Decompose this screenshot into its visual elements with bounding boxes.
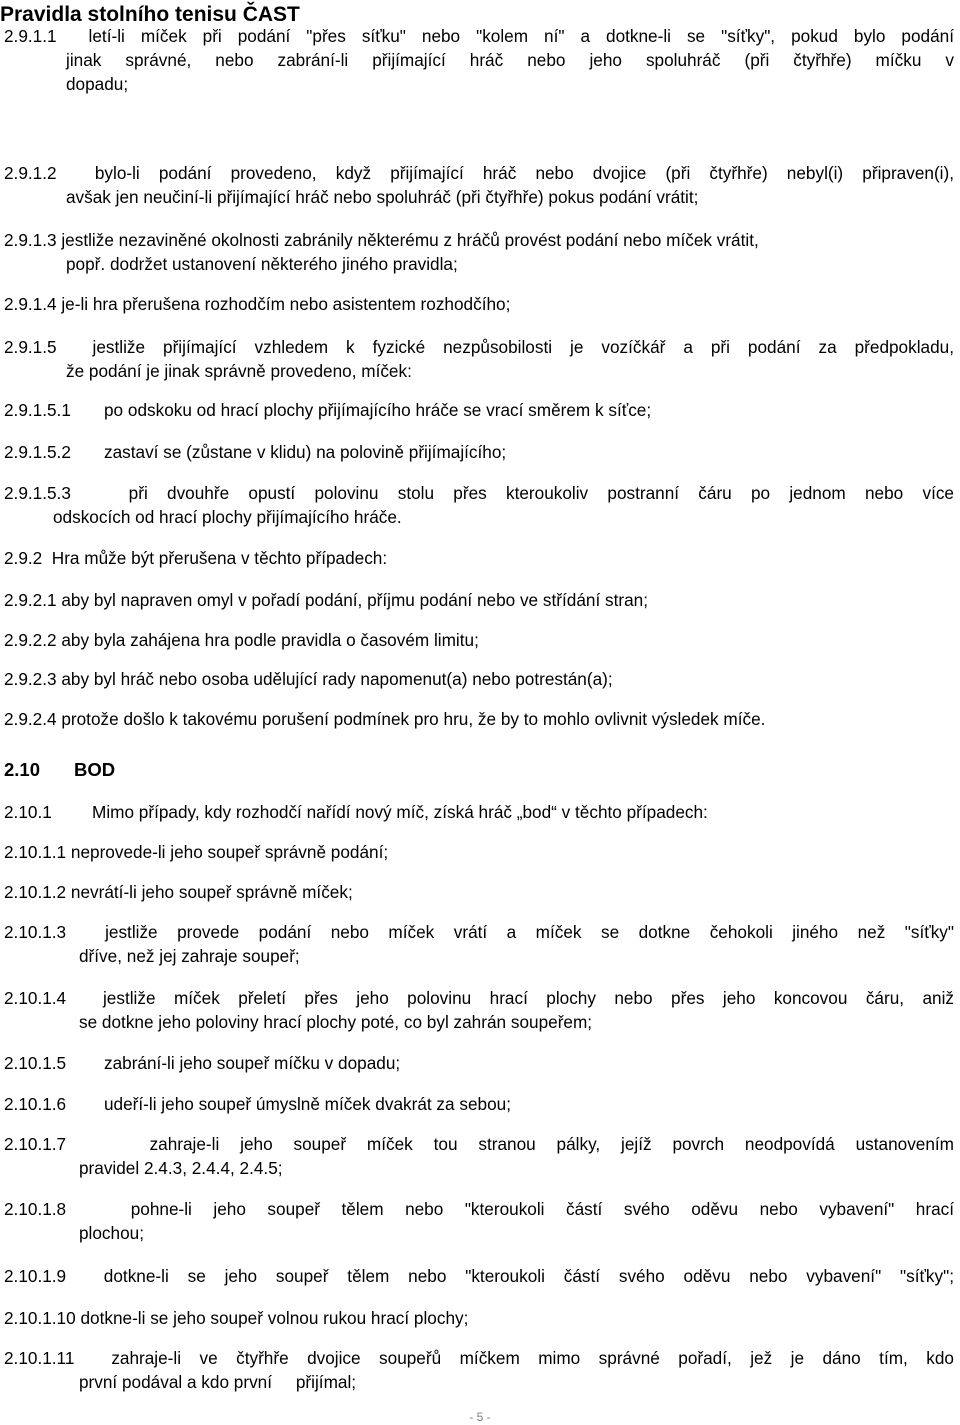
rule-item	[4, 920, 954, 968]
rule-item	[4, 1197, 954, 1245]
rule-text: zahraje-li jeho soupeř míček tou stranou pálky, jejíž povrch neodpovídá ustanovením	[149, 1134, 954, 1154]
rule-text: odskocích od hrací plochy přijímajícího hráče.	[53, 507, 402, 527]
rule-item	[4, 481, 954, 529]
rule-text: plochou;	[79, 1223, 144, 1243]
rule-text: aby byla zahájena hra podle pravidla o časovém limitu;	[61, 630, 479, 650]
rule-item	[4, 840, 954, 864]
rule-item	[4, 667, 954, 691]
rule-text: neprovede-li jeho soupeř správně podání;	[70, 842, 389, 862]
rule-item	[4, 398, 954, 422]
rule-number: 2.9.2.1	[4, 590, 57, 610]
rule-number: 2.9.2	[4, 548, 43, 568]
rule-number: 2.10.1.11	[4, 1348, 75, 1368]
rule-text: se dotkne jeho poloviny hrací plochy poté, co byl zahrán soupeřem;	[79, 1012, 593, 1032]
rule-text: aby byl hráč nebo osoba udělující rady napomenut(a) nebo potrestán(a);	[61, 669, 613, 689]
rule-item	[4, 440, 954, 464]
rule-text: aby byl napraven omyl v pořadí podání, příjmu podání nebo ve střídání stran;	[61, 590, 648, 610]
rule-item	[4, 628, 954, 652]
rule-number: 2.9.1.5.2	[4, 442, 71, 462]
rule-text: jestliže míček přeletí přes jeho polovinu hrací plochy nebo přes jeho koncovou čáru, aniž	[102, 988, 954, 1008]
rule-text: že podání je jinak správně provedeno, míček:	[66, 361, 412, 381]
rule-text: jinak správné, nebo zabrání-li přijímající hráč nebo jeho spoluhráč (při čtyřhře) míčku v	[66, 50, 954, 70]
rule-text: protože došlo k takovému porušení podmínek pro hru, že by to mohlo ovlivnit výsledek míče.	[61, 709, 766, 729]
rule-item	[4, 1264, 954, 1288]
rule-text: Hra může být přerušena v těchto případech:	[51, 548, 388, 568]
rule-text: nevrátí-li jeho soupeř správně míček;	[70, 882, 353, 902]
rule-text: pohne-li jeho soupeř tělem nebo "kteroukoli částí svého oděvu nebo vybavení" hrací	[130, 1199, 955, 1219]
rule-text: při dvouhře opustí polovinu stolu přes kteroukoliv postranní čáru po jednom nebo více	[128, 483, 954, 503]
rule-item	[4, 880, 954, 904]
rule-item	[4, 1092, 954, 1116]
rule-number: 2.10.1.9	[4, 1266, 67, 1286]
rule-text: jestliže přijímající vzhledem k fyzické nezpůsobilosti je vozíčkář a při podání za předpokladu,	[92, 337, 954, 357]
rule-item	[4, 707, 954, 731]
rule-item	[4, 588, 954, 612]
rule-text: jestliže nezaviněné okolnosti zabránily některému z hráčů provést podání nebo míček vrátit,	[61, 230, 759, 250]
section-number: 2.10	[4, 759, 41, 780]
rule-number: 2.9.2.3	[4, 669, 57, 689]
rule-number: 2.10.1.5	[4, 1053, 67, 1073]
rule-text: zahraje-li ve čtyřhře dvojice soupeřů míčkem mimo správné pořadí, jež je dáno tím, kdo	[111, 1348, 954, 1368]
rule-number: 2.10.1.7	[4, 1134, 67, 1154]
rule-text: dotkne-li se jeho soupeř volnou rukou hrací plochy;	[80, 1308, 469, 1328]
rule-item	[4, 1132, 954, 1180]
rule-number: 2.10.1.6	[4, 1094, 67, 1114]
rule-text: avšak jen neučiní-li přijímající hráč nebo spoluhráč (při čtyřhře) pokus podání vrátit;	[66, 187, 699, 207]
rule-number: 2.9.1.5	[4, 337, 57, 357]
rule-number: 2.10.1.2	[4, 882, 67, 902]
rule-item	[4, 1306, 954, 1330]
rule-item	[4, 986, 954, 1034]
rule-text: zastaví se (zůstane v klidu) na polovině přijímajícího;	[104, 442, 507, 462]
rule-number: 2.9.1.5.3	[4, 483, 71, 503]
rule-number: 2.10.1.4	[4, 988, 67, 1008]
rule-number: 2.10.1.3	[4, 922, 67, 942]
rule-number: 2.9.2.4	[4, 709, 57, 729]
rule-number: 2.10.1	[4, 802, 52, 822]
rule-text: bylo-li podání provedeno, když přijímající hráč nebo dvojice (při čtyřhře) nebyl(i) připraven(i),	[94, 163, 954, 183]
rule-item	[4, 161, 954, 209]
rule-text: je-li hra přerušena rozhodčím nebo asistentem rozhodčího;	[61, 294, 511, 314]
rule-item	[4, 546, 954, 570]
rule-number: 2.9.1.4	[4, 294, 57, 314]
rule-number: 2.9.1.5.1	[4, 400, 71, 420]
rule-item	[4, 1051, 954, 1075]
rule-item	[4, 292, 954, 316]
rule-item	[4, 1346, 954, 1394]
rule-number: 2.10.1.8	[4, 1199, 67, 1219]
rule-text: po odskoku od hrací plochy přijímajícího hráče se vrací směrem k síťce;	[104, 400, 652, 420]
rule-text: letí-li míček při podání "přes síťku" nebo "kolem ní" a dotkne-li se "síťky", pokud bylo podání	[88, 26, 954, 46]
rule-text: pravidel 2.4.3, 2.4.4, 2.4.5;	[79, 1158, 283, 1178]
section-heading	[4, 758, 954, 782]
rule-item	[4, 335, 954, 383]
rule-number: 2.10.1.10	[4, 1308, 76, 1328]
rule-text: jestliže provede podání nebo míček vrátí a míček se dotkne čehokoli jiného než "síťky"	[105, 922, 954, 942]
rule-number: 2.9.1.2	[4, 163, 57, 183]
rule-text: zabrání-li jeho soupeř míčku v dopadu;	[104, 1053, 401, 1073]
rule-number: 2.9.1.3	[4, 230, 57, 250]
rule-text: popř. dodržet ustanovení některého jiného pravidla;	[66, 254, 458, 274]
rule-text: dříve, než jej zahraje soupeř;	[79, 946, 300, 966]
rule-text: první podával a kdo první přijímal;	[79, 1372, 357, 1392]
section-title: BOD	[74, 759, 116, 780]
rule-text: dopadu;	[66, 74, 129, 94]
rule-text: udeří-li jeho soupeř úmyslně míček dvakrát za sebou;	[104, 1094, 511, 1114]
rule-item	[4, 228, 954, 276]
rule-text: Mimo případy, kdy rozhodčí nařídí nový míč, získá hráč „bod“ v těchto případech:	[92, 802, 708, 822]
page-title: Pravidla stolního tenisu ČAST	[0, 3, 300, 26]
page-number: - 5 -	[469, 1410, 491, 1424]
rule-item	[4, 24, 954, 96]
rule-item	[4, 800, 954, 824]
rule-number: 2.9.2.2	[4, 630, 57, 650]
rule-text: dotkne-li se jeho soupeř tělem nebo "kteroukoli částí svého oděvu nebo vybavení" "síťky";	[103, 1266, 954, 1286]
rule-number: 2.9.1.1	[4, 26, 57, 46]
rule-number: 2.10.1.1	[4, 842, 67, 862]
